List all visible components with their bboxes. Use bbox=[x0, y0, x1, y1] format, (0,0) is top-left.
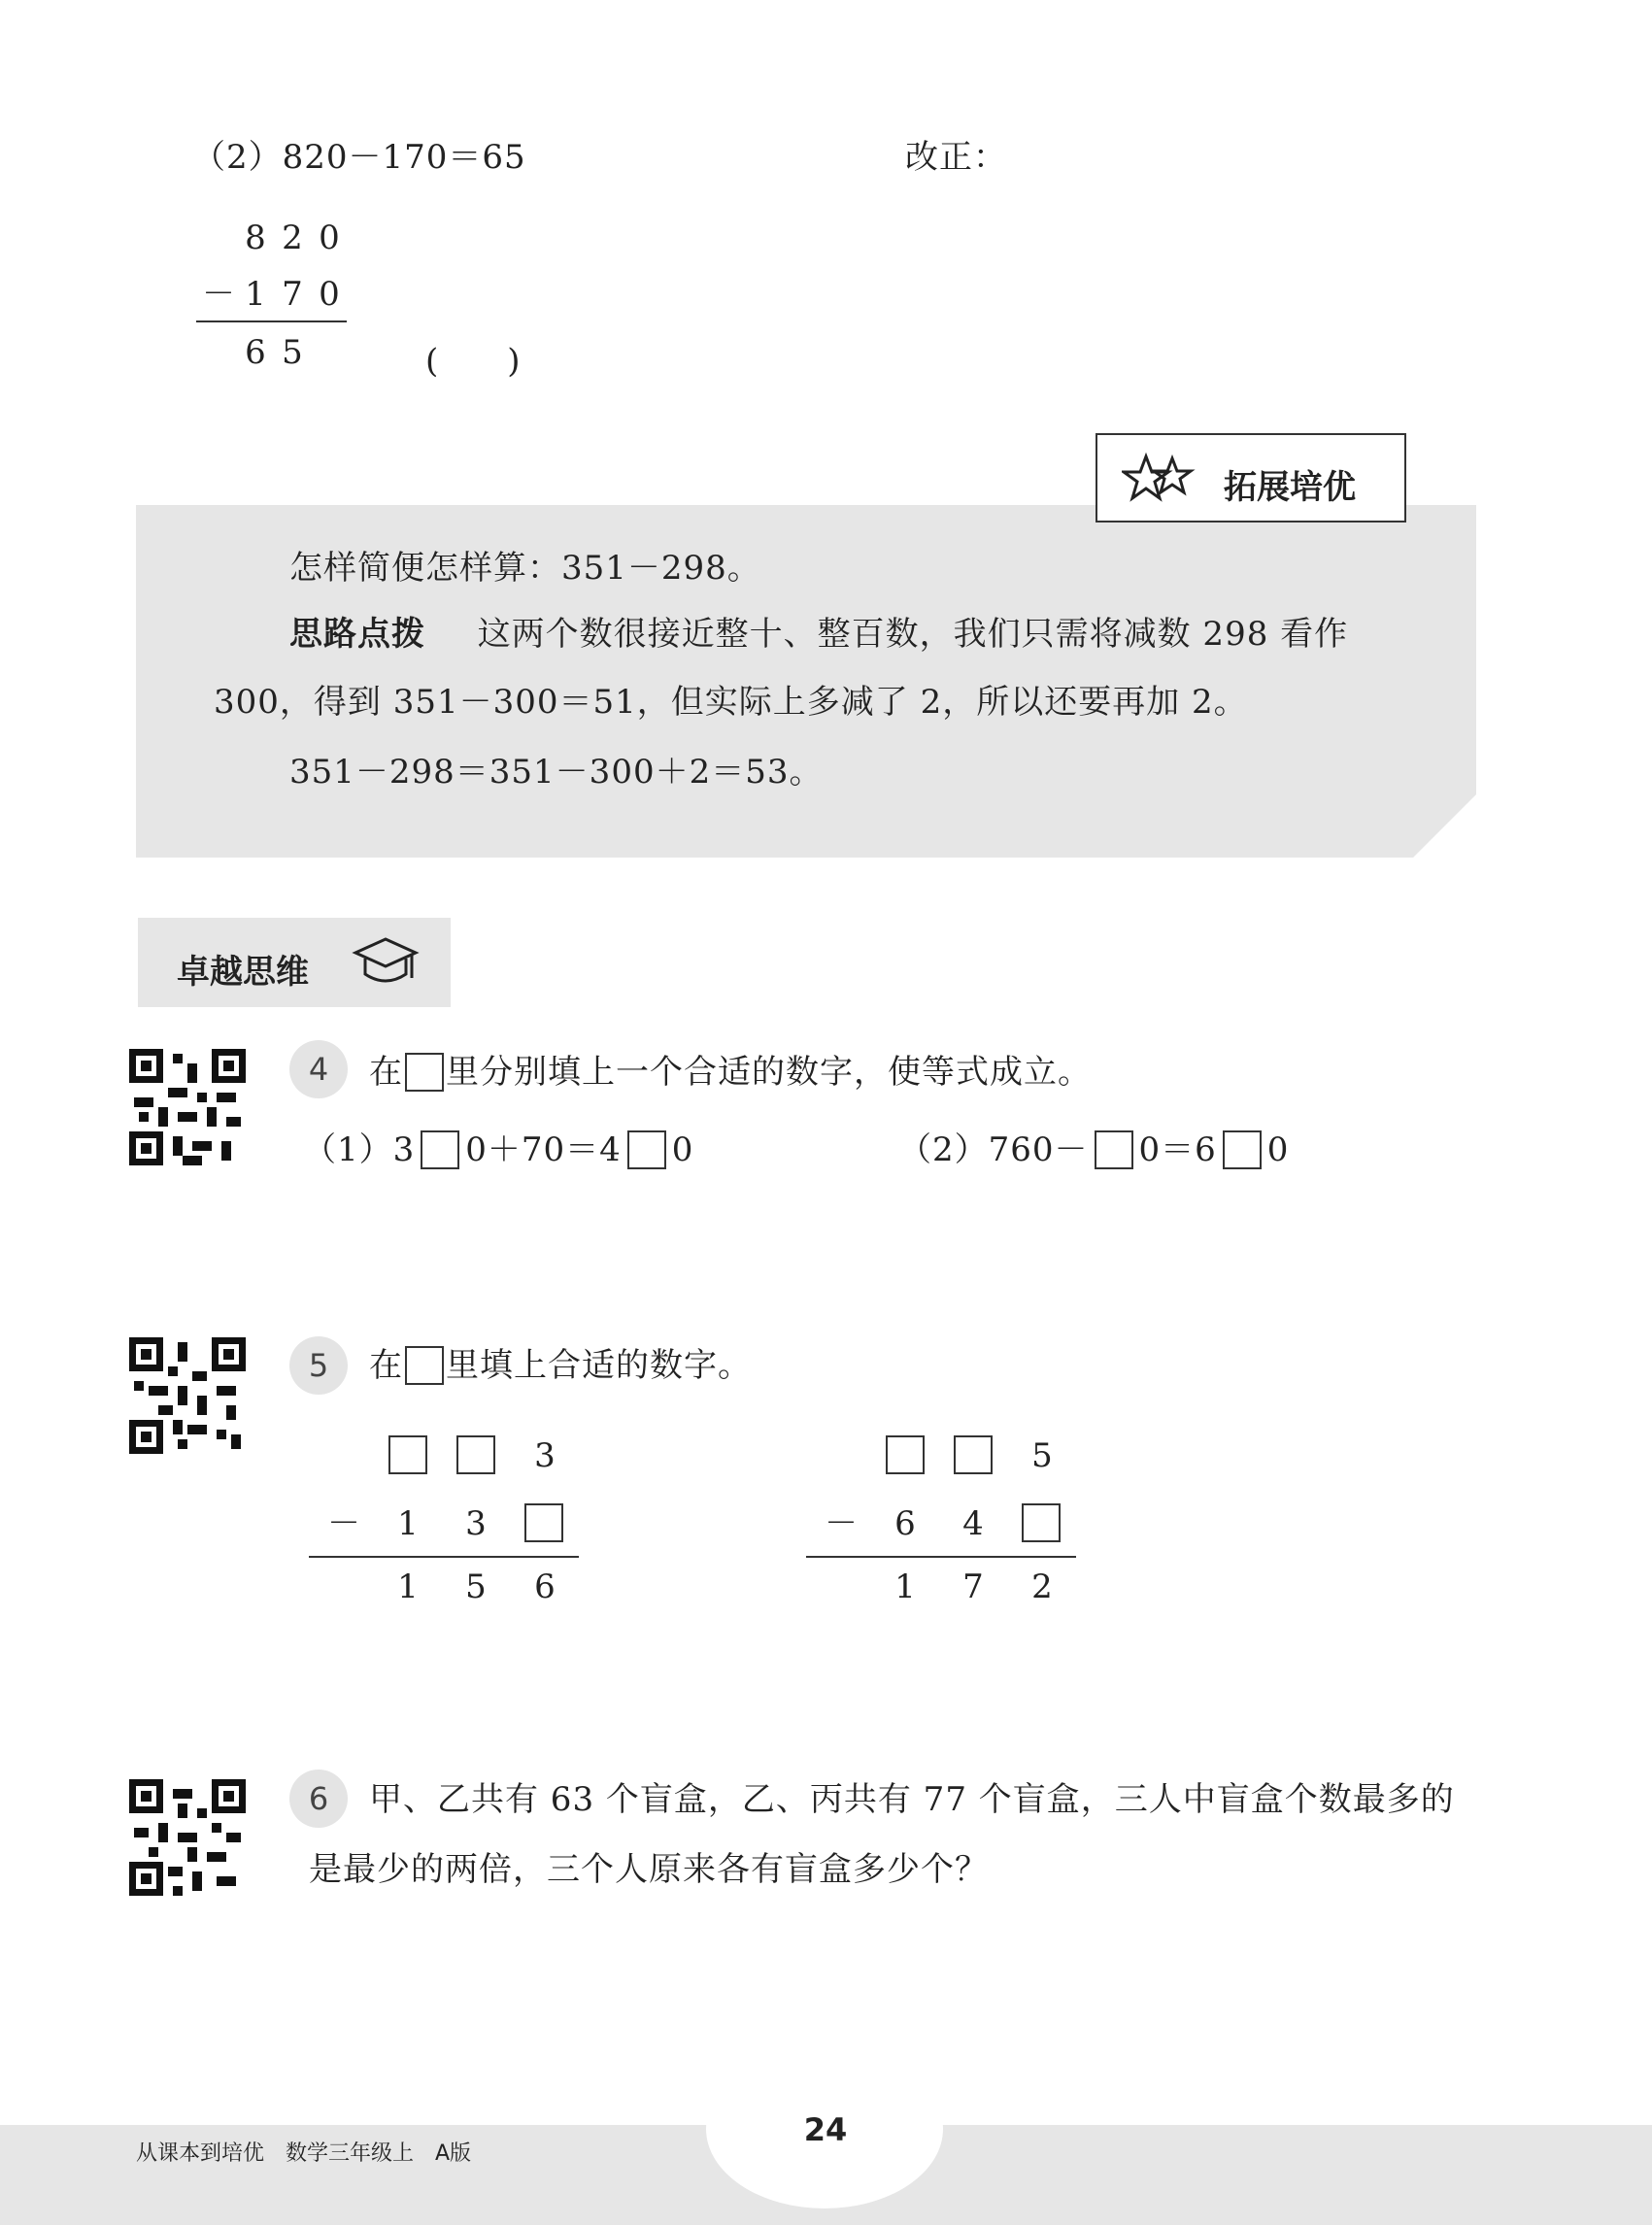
hint-text-line2: 300，得到 351－300＝51，但实际上多减了 2，所以还要再加 2。 bbox=[214, 683, 1248, 722]
q4-part1-text: 0＋70＝4 bbox=[465, 1130, 622, 1169]
answer-box[interactable] bbox=[1223, 1130, 1262, 1169]
extension-badge bbox=[1096, 433, 1406, 523]
q4-part1-text: 0 bbox=[671, 1130, 694, 1169]
digit: 2 bbox=[282, 219, 303, 257]
digit: 2 bbox=[1031, 1568, 1053, 1606]
qr-code-icon[interactable] bbox=[129, 1049, 246, 1165]
two-stars-icon bbox=[1122, 451, 1199, 509]
q4-part1 bbox=[303, 1129, 693, 1171]
answer-box[interactable] bbox=[627, 1130, 666, 1169]
digit: 3 bbox=[465, 1504, 487, 1543]
section-header bbox=[138, 918, 451, 1007]
digit: 6 bbox=[894, 1504, 916, 1543]
extension-hint bbox=[289, 615, 1349, 654]
extension-answer: 351－298＝351－300＋2＝53。 bbox=[289, 753, 824, 792]
qr-code-icon[interactable] bbox=[129, 1337, 246, 1454]
q6-line2: 是最少的两倍，三个人原来各有盲盒多少个？ bbox=[309, 1850, 989, 1889]
q4-prompt bbox=[369, 1051, 1092, 1094]
answer-box[interactable] bbox=[388, 1435, 427, 1474]
q4-part2-text: 0＝6 bbox=[1138, 1130, 1217, 1169]
digit: 6 bbox=[534, 1568, 556, 1606]
hint-text-line1: 这两个数很接近整十、整百数，我们只需将减数 298 看作 bbox=[477, 615, 1349, 654]
page-number: 24 bbox=[803, 2111, 848, 2148]
judge-parentheses[interactable]: ( ) bbox=[425, 342, 522, 381]
q4-part2-text: （2）760－ bbox=[898, 1130, 1089, 1169]
q4-part1-text: （1）3 bbox=[303, 1130, 416, 1169]
extension-question: 怎样简便怎样算：351－298。 bbox=[289, 549, 761, 588]
question-number-badge: 6 bbox=[289, 1770, 348, 1828]
digit: 5 bbox=[1031, 1436, 1053, 1475]
question-number-badge: 5 bbox=[289, 1336, 348, 1395]
answer-box[interactable] bbox=[1095, 1130, 1133, 1169]
qr-code-icon[interactable] bbox=[129, 1779, 246, 1896]
q4-part2 bbox=[898, 1129, 1289, 1171]
q4-post: 里分别填上一个合适的数字，使等式成立。 bbox=[446, 1053, 1092, 1092]
digit: 6 bbox=[245, 333, 266, 372]
blank-box bbox=[405, 1053, 444, 1092]
minus-sign: － bbox=[327, 1504, 360, 1543]
sum-line bbox=[196, 320, 347, 322]
footer-book-title: 从课本到培优 数学三年级上 A版 bbox=[136, 2141, 472, 2166]
answer-box[interactable] bbox=[954, 1435, 993, 1474]
answer-box[interactable] bbox=[1022, 1503, 1061, 1542]
q4-part2-text: 0 bbox=[1266, 1130, 1290, 1169]
q5-pre: 在 bbox=[369, 1346, 403, 1385]
digit: 3 bbox=[534, 1436, 556, 1475]
part2-label: （2）820－170＝65 bbox=[192, 138, 526, 177]
answer-box[interactable] bbox=[421, 1130, 459, 1169]
q5-post: 里填上合适的数字。 bbox=[446, 1346, 752, 1385]
section-title: 卓越思维 bbox=[177, 953, 309, 992]
digit: 5 bbox=[465, 1568, 487, 1606]
digit: 0 bbox=[319, 219, 340, 257]
digit: 8 bbox=[245, 219, 266, 257]
extension-badge-title: 拓展培优 bbox=[1224, 468, 1356, 507]
hint-label: 思路点拨 bbox=[289, 615, 425, 654]
answer-box[interactable] bbox=[524, 1503, 563, 1542]
q6-line1: 甲、乙共有 63 个盲盒，乙、丙共有 77 个盲盒，三人中盲盒个数最多的 bbox=[369, 1780, 1455, 1819]
digit: 4 bbox=[962, 1504, 984, 1543]
digit: 1 bbox=[894, 1568, 916, 1606]
minus-sign: － bbox=[202, 275, 235, 314]
digit: 1 bbox=[245, 275, 266, 314]
sum-line bbox=[806, 1556, 1076, 1558]
correction-label: 改正： bbox=[905, 138, 1007, 177]
digit: 0 bbox=[319, 275, 340, 314]
digit: 7 bbox=[282, 275, 303, 314]
blank-box bbox=[405, 1346, 444, 1385]
q4-pre: 在 bbox=[369, 1053, 403, 1092]
digit: 1 bbox=[397, 1568, 419, 1606]
question-number-badge: 4 bbox=[289, 1040, 348, 1098]
sum-line bbox=[309, 1556, 579, 1558]
answer-box[interactable] bbox=[456, 1435, 495, 1474]
q5-prompt bbox=[369, 1344, 752, 1387]
digit: 1 bbox=[397, 1504, 419, 1543]
graduation-cap-icon bbox=[352, 933, 420, 992]
minus-sign: － bbox=[825, 1504, 858, 1543]
digit: 5 bbox=[282, 333, 303, 372]
digit: 7 bbox=[962, 1568, 984, 1606]
answer-box[interactable] bbox=[886, 1435, 925, 1474]
